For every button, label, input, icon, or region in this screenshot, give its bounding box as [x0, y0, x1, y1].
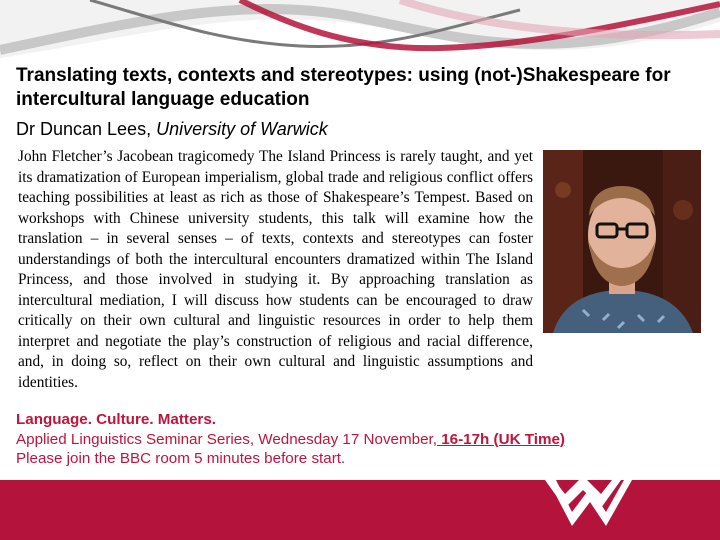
event-time: 16-17h (UK Time)	[436, 430, 565, 448]
event-info	[16, 410, 565, 469]
join-note: Please join the BBC room 5 minutes before start.	[16, 450, 346, 468]
talk-title: Translating texts, contexts and stereotypes: using (not-)Shakespeare for intercultural language education	[16, 65, 671, 110]
speaker-name: Dr Duncan Lees,	[16, 119, 157, 139]
series-line	[16, 430, 565, 450]
series-date: Applied Linguistics Seminar Series, Wednesday 17 November,	[16, 430, 437, 448]
speaker-affiliation: University of Warwick	[156, 119, 328, 139]
footer-band	[0, 480, 720, 540]
tagline: Language. Culture. Matters.	[16, 411, 216, 428]
speaker-photo	[543, 150, 701, 333]
speaker-line	[16, 118, 328, 140]
abstract-text: John Fletcher’s Jacobean tragicomedy The Island Princess is rarely taught, and yet its dramatization of European imperialism, global trade and religious conflict offers teaching possibilities at least as rich as those of Shakespeare’s Tempest. Based on workshops with Chinese university students, this talk will examine how the translation – in several senses – of texts, contexts and stereotypes can foster understandings of both the intercultural encounters dramatized within The Island Princess, and those involved in studying it. By approaching translation as intercultural mediation, I will discuss how students can be encouraged to draw critically on their own cultural and linguistic resources in order to help them interpret and negotiate the play’s construction of religious and racial difference, and, in doing so, reflect on their own cultural and linguistic assumptions and identities.	[18, 148, 533, 391]
header-swoosh-graphic	[0, 0, 720, 62]
